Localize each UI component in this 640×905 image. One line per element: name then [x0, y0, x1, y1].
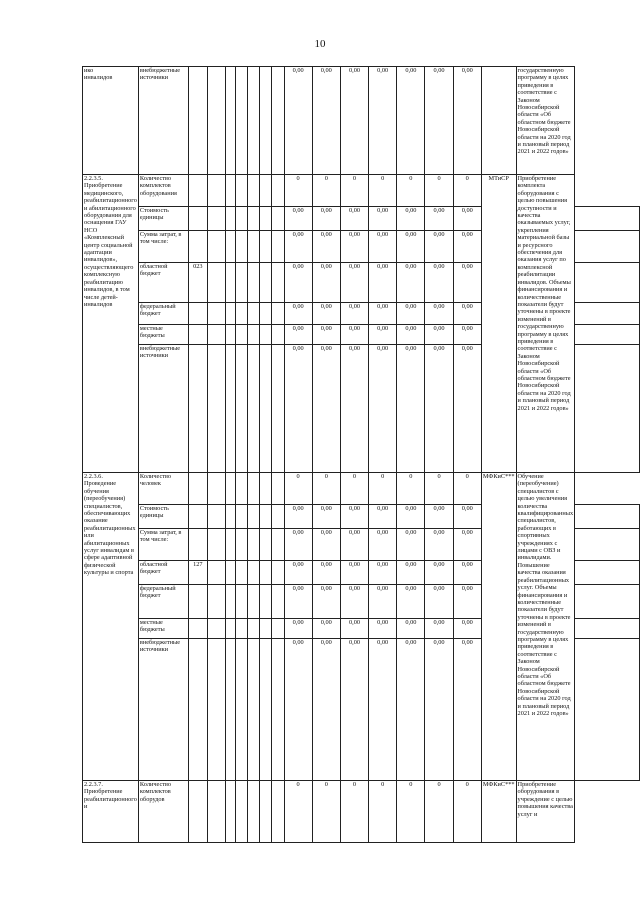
value-cell: 0,00 — [312, 561, 340, 585]
value-cell: 0,00 — [397, 303, 425, 325]
value-cell: 0,00 — [340, 207, 368, 231]
value-cell: 0,00 — [284, 263, 312, 303]
spacer-cell — [575, 639, 640, 781]
spacer-cell — [575, 325, 640, 345]
table-row — [83, 781, 640, 843]
value-cell: 0,00 — [369, 67, 397, 175]
empty-cell — [226, 781, 236, 843]
empty-cell — [235, 529, 247, 561]
value-cell: 0,00 — [453, 325, 481, 345]
value-cell: 0,00 — [397, 505, 425, 529]
empty-cell — [248, 345, 260, 473]
empty-cell — [226, 67, 236, 175]
value-cell: 0,00 — [397, 345, 425, 473]
spacer-cell — [575, 231, 640, 263]
value-cell: 0,00 — [425, 585, 453, 619]
measure-name-cell — [83, 175, 139, 473]
spacer-cell — [575, 619, 640, 639]
value-cell: 0 — [340, 781, 368, 843]
value-cell: 0 — [369, 781, 397, 843]
empty-cell — [208, 175, 226, 207]
empty-cell — [248, 585, 260, 619]
empty-cell — [272, 345, 284, 473]
value-cell: 0,00 — [453, 263, 481, 303]
value-cell: 0 — [425, 781, 453, 843]
empty-cell — [260, 303, 272, 325]
empty-cell — [235, 619, 247, 639]
value-cell: 0 — [284, 473, 312, 505]
indicator-label: Стоимость единицы — [138, 505, 188, 529]
empty-cell — [260, 207, 272, 231]
measure-id: 2.2.3.6. — [84, 473, 103, 480]
empty-cell — [260, 67, 272, 175]
indicator-label: федеральный бюджет — [138, 303, 188, 325]
empty-cell — [235, 67, 247, 175]
value-cell: 0,00 — [369, 345, 397, 473]
indicator-label: федеральный бюджет — [138, 585, 188, 619]
responsible-org: МФКиС*** — [481, 473, 516, 781]
budget-code — [188, 585, 208, 619]
empty-cell — [248, 639, 260, 781]
value-cell: 0 — [369, 473, 397, 505]
value-cell: 0,00 — [397, 67, 425, 175]
value-cell: 0,00 — [369, 529, 397, 561]
value-cell: 0,00 — [312, 207, 340, 231]
empty-cell — [235, 561, 247, 585]
spacer-cell — [575, 345, 640, 473]
indicator-label: местные бюджеты — [138, 325, 188, 345]
value-cell: 0,00 — [369, 619, 397, 639]
value-cell: 0,00 — [425, 67, 453, 175]
measure-description: Приобретение оборудования в учреждение с целью повышения качества услуг и — [516, 781, 575, 843]
value-cell: 0,00 — [453, 529, 481, 561]
empty-cell — [272, 619, 284, 639]
empty-cell — [260, 619, 272, 639]
empty-cell — [235, 175, 247, 207]
value-cell: 0,00 — [425, 207, 453, 231]
measure-name: Проведение обучения (переобучения) специалистов, обеспечивающих оказание реабилитационных или абилитационных услуг инвалидам в сфере адаптивной физической культуры и спорта — [84, 480, 136, 577]
value-cell: 0,00 — [369, 303, 397, 325]
empty-cell — [248, 207, 260, 231]
value-cell: 0,00 — [425, 263, 453, 303]
value-cell: 0,00 — [284, 325, 312, 345]
empty-cell — [260, 325, 272, 345]
value-cell: 0 — [425, 175, 453, 207]
measure-name: Приобретение медицинского, реабилитационного и абилитационного оборудования для оснащения ГАУ НСО «Комплексный центр социальной адаптации инвалидов», осуществляющего комплексную реабилитацию инвалидов, в том числе детей-инвалидов — [84, 182, 137, 308]
value-cell: 0,00 — [340, 639, 368, 781]
value-cell: 0,00 — [397, 585, 425, 619]
empty-cell — [272, 529, 284, 561]
empty-cell — [226, 325, 236, 345]
value-cell: 0 — [340, 175, 368, 207]
measure-name-cell — [83, 781, 139, 843]
value-cell: 0,00 — [425, 639, 453, 781]
value-cell: 0,00 — [340, 529, 368, 561]
table-row — [83, 175, 640, 207]
value-cell: 0 — [284, 175, 312, 207]
empty-cell — [226, 345, 236, 473]
empty-cell — [260, 781, 272, 843]
empty-cell — [248, 505, 260, 529]
spacer-cell — [575, 529, 640, 561]
value-cell: 0,00 — [453, 585, 481, 619]
value-cell: 0,00 — [425, 345, 453, 473]
indicator-label: внебюджетные источники — [138, 67, 188, 175]
empty-cell — [226, 175, 236, 207]
spacer-cell — [575, 561, 640, 585]
budget-code — [188, 231, 208, 263]
measure-description: государственную программу в целях приведения в соответствие с Законом Новосибирской области «Об областном бюджете Новосибирской области на 2020 год и плановый период 2021 и 2022 годов» — [516, 67, 575, 175]
empty-cell — [272, 263, 284, 303]
budget-code: 023 — [188, 263, 208, 303]
empty-cell — [208, 231, 226, 263]
value-cell: 0,00 — [284, 345, 312, 473]
empty-cell — [260, 263, 272, 303]
budget-code — [188, 529, 208, 561]
value-cell: 0 — [340, 473, 368, 505]
value-cell: 0,00 — [453, 345, 481, 473]
empty-cell — [260, 473, 272, 505]
value-cell: 0,00 — [397, 529, 425, 561]
indicator-label: внебюджетные источники — [138, 639, 188, 781]
empty-cell — [248, 263, 260, 303]
empty-cell — [226, 585, 236, 619]
measure-name: Приобретение реабилитационного и — [84, 788, 137, 811]
budget-code — [188, 207, 208, 231]
budget-code — [188, 325, 208, 345]
measure-name-cell — [83, 473, 139, 781]
budget-code — [188, 67, 208, 175]
value-cell: 0,00 — [284, 231, 312, 263]
empty-cell — [235, 473, 247, 505]
value-cell: 0,00 — [425, 619, 453, 639]
value-cell: 0 — [397, 473, 425, 505]
empty-cell — [226, 231, 236, 263]
value-cell: 0,00 — [340, 345, 368, 473]
value-cell: 0,00 — [369, 639, 397, 781]
budget-code — [188, 345, 208, 473]
empty-cell — [226, 473, 236, 505]
value-cell: 0,00 — [312, 345, 340, 473]
value-cell: 0,00 — [312, 505, 340, 529]
value-cell: 0,00 — [312, 639, 340, 781]
empty-cell — [235, 639, 247, 781]
empty-cell — [248, 619, 260, 639]
empty-cell — [226, 303, 236, 325]
value-cell: 0,00 — [453, 561, 481, 585]
value-cell: 0 — [312, 781, 340, 843]
measure-id: 2.2.3.7. — [84, 781, 103, 788]
value-cell: 0,00 — [340, 67, 368, 175]
empty-cell — [248, 529, 260, 561]
value-cell: 0,00 — [340, 325, 368, 345]
empty-cell — [208, 619, 226, 639]
empty-cell — [272, 231, 284, 263]
empty-cell — [208, 345, 226, 473]
value-cell: 0,00 — [340, 505, 368, 529]
empty-cell — [208, 67, 226, 175]
empty-cell — [260, 561, 272, 585]
empty-cell — [272, 175, 284, 207]
value-cell: 0,00 — [340, 231, 368, 263]
value-cell: 0,00 — [340, 585, 368, 619]
empty-cell — [235, 303, 247, 325]
empty-cell — [226, 561, 236, 585]
value-cell: 0 — [312, 473, 340, 505]
value-cell: 0 — [312, 175, 340, 207]
indicator-label: Стоимость единицы — [138, 207, 188, 231]
value-cell: 0 — [284, 781, 312, 843]
empty-cell — [248, 303, 260, 325]
value-cell: 0,00 — [397, 231, 425, 263]
budget-code — [188, 303, 208, 325]
empty-cell — [272, 303, 284, 325]
value-cell: 0,00 — [369, 561, 397, 585]
value-cell: 0,00 — [312, 325, 340, 345]
empty-cell — [235, 585, 247, 619]
value-cell: 0,00 — [453, 207, 481, 231]
value-cell: 0,00 — [340, 561, 368, 585]
value-cell: 0,00 — [369, 231, 397, 263]
budget-code — [188, 505, 208, 529]
value-cell: 0,00 — [369, 505, 397, 529]
measure-name-cell — [83, 67, 139, 175]
value-cell: 0,00 — [369, 207, 397, 231]
spacer-cell — [575, 207, 640, 231]
value-cell: 0,00 — [312, 303, 340, 325]
value-cell: 0,00 — [340, 303, 368, 325]
empty-cell — [260, 639, 272, 781]
empty-cell — [235, 325, 247, 345]
empty-cell — [208, 325, 226, 345]
value-cell: 0,00 — [397, 561, 425, 585]
measure-id: 2.2.3.5. — [84, 175, 103, 182]
empty-cell — [208, 639, 226, 781]
value-cell: 0,00 — [312, 263, 340, 303]
empty-cell — [272, 325, 284, 345]
value-cell: 0,00 — [340, 619, 368, 639]
empty-cell — [226, 529, 236, 561]
empty-cell — [260, 529, 272, 561]
empty-cell — [248, 473, 260, 505]
value-cell: 0,00 — [425, 529, 453, 561]
value-cell: 0 — [369, 175, 397, 207]
empty-cell — [272, 207, 284, 231]
value-cell: 0,00 — [453, 639, 481, 781]
empty-cell — [248, 67, 260, 175]
value-cell: 0 — [425, 473, 453, 505]
value-cell: 0 — [453, 473, 481, 505]
value-cell: 0,00 — [312, 619, 340, 639]
empty-cell — [226, 505, 236, 529]
value-cell: 0,00 — [284, 561, 312, 585]
program-table — [82, 66, 640, 843]
table-row — [83, 67, 640, 175]
empty-cell — [235, 263, 247, 303]
value-cell: 0,00 — [312, 67, 340, 175]
value-cell: 0,00 — [397, 325, 425, 345]
empty-cell — [235, 207, 247, 231]
empty-cell — [272, 781, 284, 843]
value-cell: 0,00 — [453, 505, 481, 529]
empty-cell — [248, 231, 260, 263]
empty-cell — [226, 263, 236, 303]
empty-cell — [208, 529, 226, 561]
value-cell: 0,00 — [425, 231, 453, 263]
empty-cell — [272, 473, 284, 505]
responsible-org: МТиСР — [481, 175, 516, 473]
empty-cell — [260, 585, 272, 619]
value-cell: 0,00 — [425, 561, 453, 585]
value-cell: 0,00 — [425, 505, 453, 529]
value-cell: 0 — [397, 175, 425, 207]
empty-cell — [235, 505, 247, 529]
empty-cell — [226, 639, 236, 781]
empty-cell — [235, 781, 247, 843]
empty-cell — [208, 781, 226, 843]
value-cell: 0,00 — [284, 619, 312, 639]
spacer-cell — [575, 263, 640, 303]
indicator-label: Количество комплектов оборудов — [138, 781, 188, 843]
value-cell: 0,00 — [340, 263, 368, 303]
empty-cell — [260, 175, 272, 207]
value-cell: 0,00 — [284, 529, 312, 561]
value-cell: 0,00 — [397, 263, 425, 303]
empty-cell — [272, 639, 284, 781]
value-cell: 0,00 — [312, 585, 340, 619]
indicator-label: Количество комплектов оборудования — [138, 175, 188, 207]
value-cell: 0 — [397, 781, 425, 843]
budget-code — [188, 473, 208, 505]
value-cell: 0,00 — [397, 207, 425, 231]
indicator-label: местные бюджеты — [138, 619, 188, 639]
budget-code — [188, 781, 208, 843]
value-cell: 0,00 — [312, 231, 340, 263]
empty-cell — [248, 561, 260, 585]
value-cell: 0 — [453, 175, 481, 207]
indicator-label: Сумма затрат, в том числе: — [138, 529, 188, 561]
value-cell: 0,00 — [397, 619, 425, 639]
indicator-label: Сумма затрат, в том числе: — [138, 231, 188, 263]
empty-cell — [248, 175, 260, 207]
empty-cell — [208, 505, 226, 529]
value-cell: 0,00 — [369, 263, 397, 303]
value-cell: 0,00 — [284, 303, 312, 325]
empty-cell — [235, 231, 247, 263]
value-cell: 0,00 — [369, 325, 397, 345]
budget-code: 127 — [188, 561, 208, 585]
value-cell: 0,00 — [453, 303, 481, 325]
empty-cell — [208, 585, 226, 619]
indicator-label: областной бюджет — [138, 561, 188, 585]
value-cell: 0,00 — [312, 529, 340, 561]
empty-cell — [208, 473, 226, 505]
value-cell: 0,00 — [453, 619, 481, 639]
empty-cell — [272, 585, 284, 619]
empty-cell — [260, 345, 272, 473]
spacer-cell — [575, 505, 640, 529]
budget-code — [188, 619, 208, 639]
value-cell: 0,00 — [284, 639, 312, 781]
measure-description: Обучение (переобучение) специалистов с целью увеличения количества квалифицированных специалистов, работающих в спортивных учреждениях с лицами с ОВЗ и инвалидами. Повышение качества оказания реабилитационных услуг. Объемы финансирования и количественные показатели будут уточнены в проекте изменений в государственную программу в целях приведения в соответствие с Законом Новосибирской области «Об областном бюджете Новосибирской области на 2020 год и плановый период 2021 и 2022 годов» — [516, 473, 575, 781]
empty-cell — [272, 67, 284, 175]
spacer-cell — [575, 303, 640, 325]
value-cell: 0,00 — [284, 207, 312, 231]
empty-cell — [226, 619, 236, 639]
budget-code — [188, 639, 208, 781]
measure-description: Приобретение комплекта оборудования с целью повышения доступности и качества оказываемых услуг, укрепления материальной базы и ресурсного обеспечения для оказания услуг по комплексной реабилитации инвалидов. Объемы финансирования и количественные показатели будут уточнены в проекте изменений в государственную программу в целях приведения в соответствие с Законом Новосибирской области «Об областном бюджете Новосибирской области на 2020 год и плановый период 2021 и 2022 годов» — [516, 175, 575, 473]
measure-name: ико инвалидов — [84, 67, 113, 82]
responsible-org: МФКиС*** — [481, 781, 516, 843]
responsible-org — [481, 67, 516, 175]
table-row — [83, 473, 640, 505]
empty-cell — [260, 505, 272, 529]
value-cell: 0,00 — [425, 303, 453, 325]
budget-code — [188, 175, 208, 207]
empty-cell — [272, 561, 284, 585]
value-cell: 0,00 — [453, 231, 481, 263]
page-number: 10 — [314, 38, 326, 50]
value-cell: 0,00 — [425, 325, 453, 345]
value-cell: 0 — [453, 781, 481, 843]
empty-cell — [208, 303, 226, 325]
empty-cell — [248, 781, 260, 843]
empty-cell — [272, 505, 284, 529]
empty-cell — [248, 325, 260, 345]
empty-cell — [208, 263, 226, 303]
indicator-label: областной бюджет — [138, 263, 188, 303]
value-cell: 0,00 — [284, 585, 312, 619]
empty-cell — [235, 345, 247, 473]
value-cell: 0,00 — [284, 505, 312, 529]
empty-cell — [208, 561, 226, 585]
value-cell: 0,00 — [284, 67, 312, 175]
empty-cell — [208, 207, 226, 231]
spacer-cell — [575, 585, 640, 619]
value-cell: 0,00 — [453, 67, 481, 175]
empty-cell — [226, 207, 236, 231]
value-cell: 0,00 — [397, 639, 425, 781]
empty-cell — [260, 231, 272, 263]
value-cell: 0,00 — [369, 585, 397, 619]
indicator-label: Количество человек — [138, 473, 188, 505]
indicator-label: внебюджетные источники — [138, 345, 188, 473]
